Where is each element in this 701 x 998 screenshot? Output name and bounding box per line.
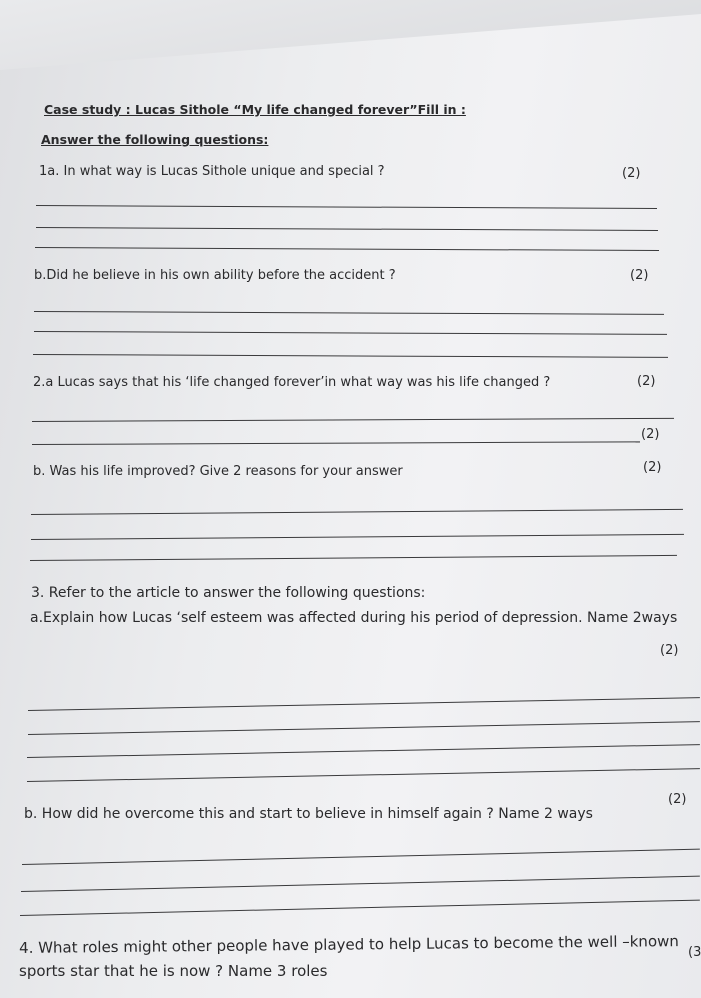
answer-line [28, 697, 700, 711]
answer-line [33, 354, 668, 358]
answer-line [20, 900, 700, 916]
question-3b: b. How did he overcome this and start to believe in himself again ? Name 2 ways [24, 806, 593, 822]
answer-line [31, 534, 684, 540]
answer-line [27, 768, 700, 782]
answer-line [35, 247, 659, 251]
answer-line [32, 418, 674, 422]
question-4-mark: (3 [688, 945, 701, 960]
question-2b: b. Was his life improved? Give 2 reasons for your answer [33, 464, 403, 479]
answer-line [27, 744, 700, 758]
question-2b-mark: (2) [643, 460, 662, 475]
paper-fold-shadow [0, 0, 701, 70]
answer-line [30, 555, 677, 561]
answer-line [28, 721, 700, 735]
answer-line [36, 205, 657, 209]
question-1b-mark: (2) [630, 268, 649, 283]
question-3a-mark: (2) [660, 643, 679, 658]
question-3a: a.Explain how Lucas ‘self esteem was affected during his period of depression. Name 2ways [30, 610, 678, 626]
question-1a: 1a. In what way is Lucas Sithole unique and special ? [39, 164, 385, 179]
answer-line [22, 849, 700, 865]
answer-line [32, 441, 640, 445]
answer-line [21, 876, 700, 892]
answer-line [31, 509, 683, 515]
question-3b-mark: (2) [668, 792, 687, 807]
question-2a-mark: (2) [637, 374, 656, 389]
question-2a-line-mark: (2) [641, 427, 660, 442]
question-4-line-1: 4. What roles might other people have played to help Lucas to become the well –known [19, 932, 679, 957]
question-1b: b.Did he believe in his own ability before the accident ? [34, 268, 396, 283]
instruction-heading: Answer the following questions: [41, 132, 269, 147]
answer-line [34, 311, 664, 315]
answer-line [36, 227, 658, 231]
question-3-heading: 3. Refer to the article to answer the following questions: [31, 585, 426, 601]
question-1a-mark: (2) [622, 166, 641, 181]
worksheet-title: Case study : Lucas Sithole “My life changed forever”Fill in : [44, 102, 466, 117]
answer-line [34, 331, 667, 335]
question-4-line-2: sports star that he is now ? Name 3 roles [19, 962, 328, 980]
question-2a: 2.a Lucas says that his ‘life changed forever’in what way was his life changed ? [33, 375, 551, 390]
